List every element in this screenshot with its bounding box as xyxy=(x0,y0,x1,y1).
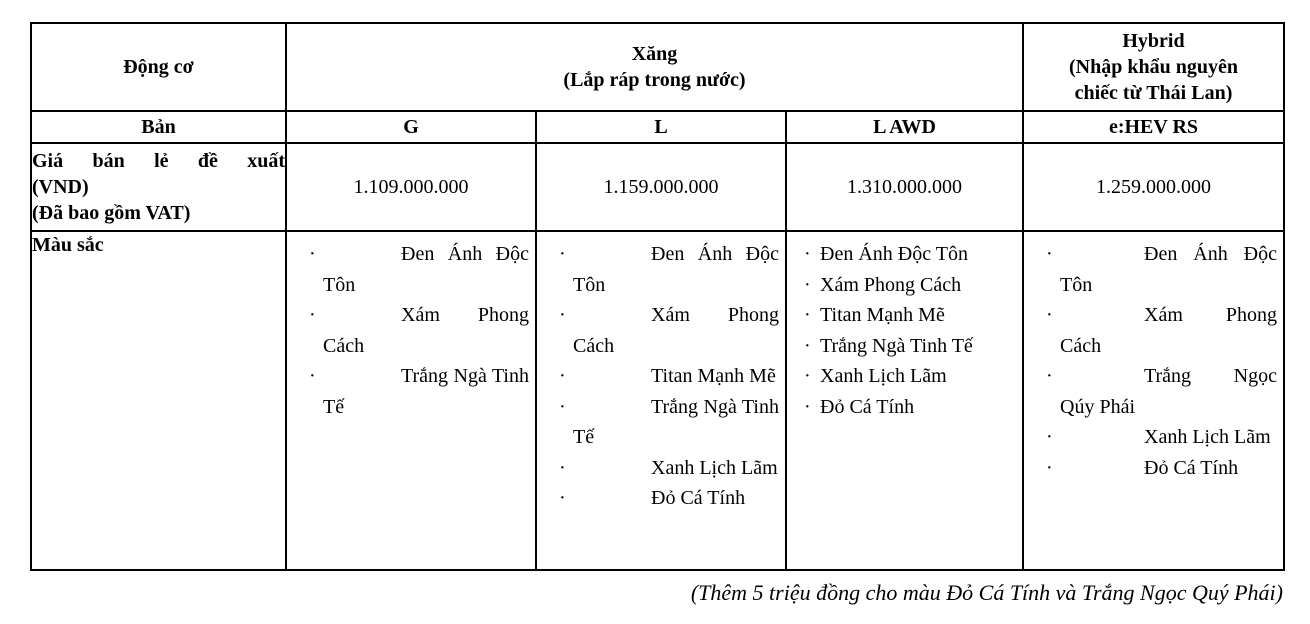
color-name: Đen Ánh Độc Tôn xyxy=(573,243,779,296)
colors-label: Màu sắc xyxy=(32,234,104,256)
color-list-item: · Xám Phong Cách xyxy=(559,304,779,357)
footnote: (Thêm 5 triệu đồng cho màu Đỏ Cá Tính và Trắng Ngọc Quý Phái) xyxy=(690,580,1283,605)
color-list-item: · Xám Phong Cách xyxy=(309,304,529,357)
color-name: Titan Mạnh Mẽ xyxy=(820,304,945,326)
price-row xyxy=(31,143,1284,231)
colors-row-label-cell xyxy=(31,231,286,570)
color-name: Xanh Lịch Lãm xyxy=(820,365,947,387)
color-list-item: · Xanh Lịch Lãm xyxy=(559,456,778,479)
hybrid-label-line: (Nhập khẩu nguyên xyxy=(1069,56,1238,78)
color-name: Xanh Lịch Lãm xyxy=(1144,426,1271,448)
color-list-item: · Đỏ Cá Tính xyxy=(559,487,746,509)
variant-row xyxy=(31,111,1284,143)
colors-cell-g xyxy=(286,231,536,570)
price-table xyxy=(30,22,1285,571)
color-list-item: · Xám Phong Cách xyxy=(804,273,962,296)
variant-row-label-cell: Bản xyxy=(31,111,286,143)
hybrid-label-line: chiếc từ Thái Lan) xyxy=(1074,82,1233,104)
hybrid-label-line: Hybrid xyxy=(1122,30,1185,52)
petrol-header-cell xyxy=(286,23,1023,111)
color-list xyxy=(1024,232,1283,483)
engine-label: Động cơ xyxy=(123,56,194,78)
variant-cell-l-awd: L AWD xyxy=(786,111,1023,143)
hybrid-header-cell xyxy=(1023,23,1284,111)
price-cell-l: 1.159.000.000 xyxy=(536,143,786,231)
price-label-line: Giá bán lẻ đề xuất xyxy=(32,150,285,172)
color-name: Xám Phong Cách xyxy=(323,304,529,357)
colors-cell-ehev-rs xyxy=(1023,231,1284,570)
color-list-item: · Xanh Lịch Lãm xyxy=(1046,426,1271,448)
color-list-item: · Titan Mạnh Mẽ xyxy=(804,304,945,326)
color-list-item: · Đen Ánh Độc Tôn xyxy=(804,243,968,265)
color-list-item: · Đen Ánh Độc Tôn xyxy=(559,243,779,296)
color-list xyxy=(537,232,785,514)
engine-header-cell xyxy=(31,23,286,111)
color-name: Đỏ Cá Tính xyxy=(1144,456,1239,479)
price-cell-g: 1.109.000.000 xyxy=(286,143,536,231)
color-list-item: · Đen Ánh Độc Tôn xyxy=(1046,243,1277,296)
color-name: Trắng Ngà Tinh Tế xyxy=(573,395,779,448)
color-list-item: · Titan Mạnh Mẽ xyxy=(559,365,776,387)
color-name: Đỏ Cá Tính xyxy=(820,395,915,418)
price-label-line: (VND) xyxy=(32,176,89,198)
color-name: Xám Phong Cách xyxy=(573,304,779,357)
color-name: Xám Phong Cách xyxy=(820,273,962,296)
color-list-item: · Đen Ánh Độc Tôn xyxy=(309,243,529,296)
price-cell-l-awd: 1.310.000.000 xyxy=(786,143,1023,231)
color-list-item: · Trắng Ngọc Qúy Phái xyxy=(1046,365,1277,418)
color-name: Xanh Lịch Lãm xyxy=(651,456,778,479)
color-name: Trắng Ngà Tinh Tế xyxy=(820,334,973,357)
color-name: Đen Ánh Độc Tôn xyxy=(323,243,529,296)
colors-row xyxy=(31,231,1284,570)
color-list-item: · Xám Phong Cách xyxy=(1046,304,1277,357)
price-cell-ehev-rs: 1.259.000.000 xyxy=(1023,143,1284,231)
color-name: Đen Ánh Độc Tôn xyxy=(1060,243,1277,296)
color-name: Đen Ánh Độc Tôn xyxy=(820,243,968,265)
color-list-item: · Xanh Lịch Lãm xyxy=(804,365,947,387)
variant-cell-ehev-rs: e:HEV RS xyxy=(1023,111,1284,143)
color-name: Trắng Ngà Tinh Tế xyxy=(323,365,529,418)
color-name: Xám Phong Cách xyxy=(1060,304,1277,357)
color-list-item: · Trắng Ngà Tinh Tế xyxy=(804,334,973,357)
petrol-label-line: (Lắp ráp trong nước) xyxy=(563,69,746,91)
color-list-item: · Trắng Ngà Tinh Tế xyxy=(559,395,779,448)
petrol-label-line: Xăng xyxy=(631,43,678,65)
color-list-item: · Trắng Ngà Tinh Tế xyxy=(309,365,529,418)
variant-cell-g: G xyxy=(286,111,536,143)
color-list xyxy=(287,232,535,422)
color-name: Trắng Ngọc Qúy Phái xyxy=(1060,365,1277,418)
color-list-item: · Đỏ Cá Tính xyxy=(804,395,915,418)
header-row xyxy=(31,23,1284,111)
color-name: Titan Mạnh Mẽ xyxy=(651,365,776,387)
color-list-item: · Đỏ Cá Tính xyxy=(1046,456,1239,479)
colors-cell-l xyxy=(536,231,786,570)
color-list xyxy=(787,232,1022,422)
price-row-label-cell xyxy=(31,143,286,231)
colors-cell-l-awd xyxy=(786,231,1023,570)
price-label-line: (Đã bao gồm VAT) xyxy=(32,202,191,224)
color-name: Đỏ Cá Tính xyxy=(651,487,746,509)
variant-cell-l: L xyxy=(536,111,786,143)
